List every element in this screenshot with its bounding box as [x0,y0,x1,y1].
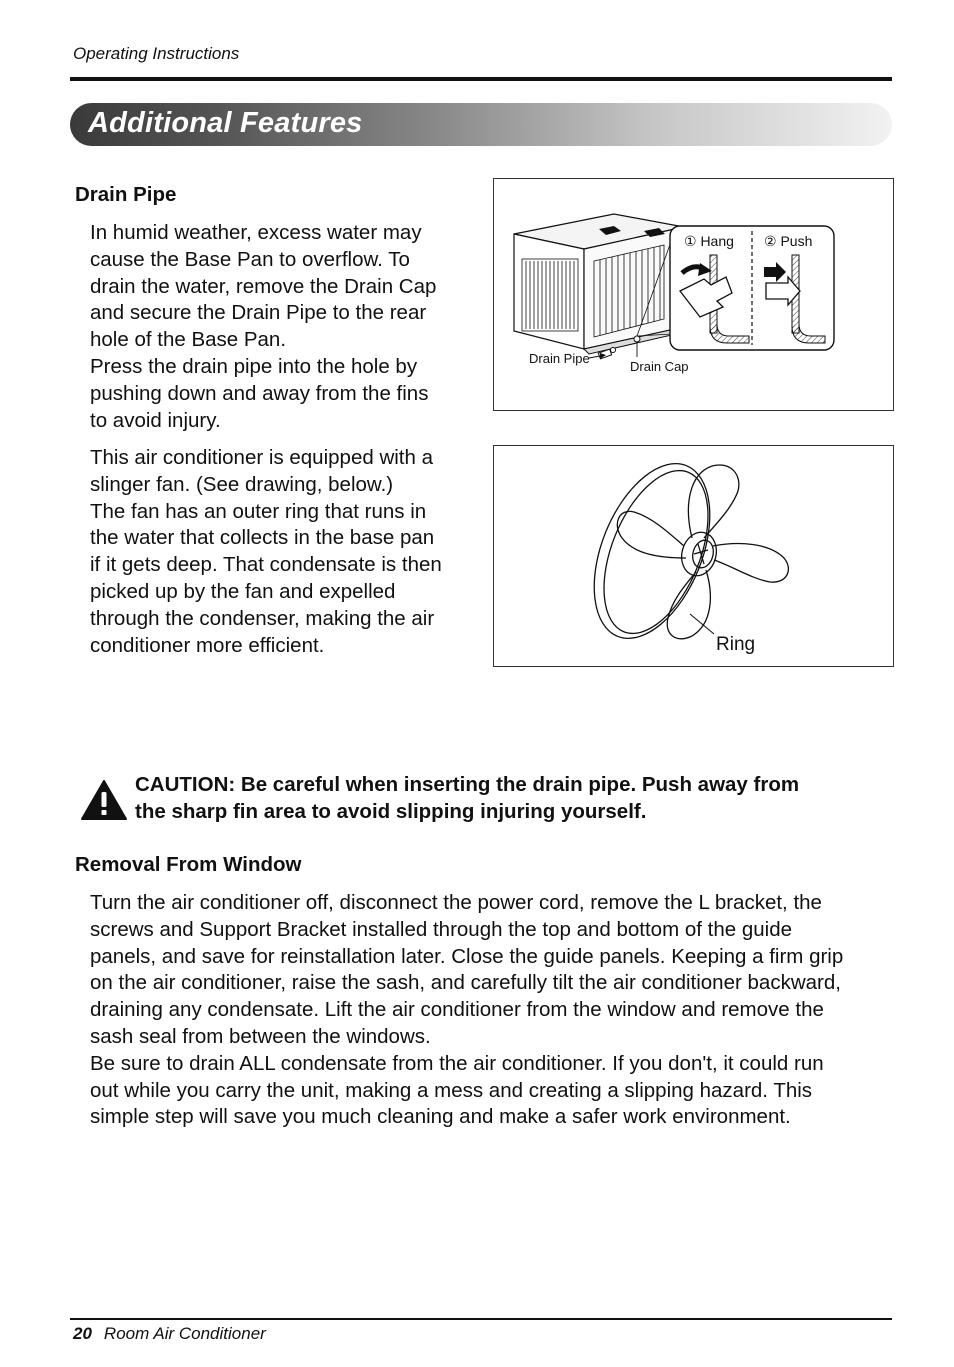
text-line: simple step will save you much cleaning and make a safer work environment. [90,1105,791,1129]
drain-pipe-heading: Drain Pipe [75,183,177,206]
drain-pipe-paragraph-2 [90,445,442,659]
text-line: picked up by the fan and expelled [90,579,396,603]
removal-paragraph [90,890,890,1131]
drain-pipe-label: Drain Pipe [529,351,590,366]
footer-title: Room Air Conditioner [103,1324,266,1343]
hang-label: ① Hang [684,233,734,249]
slinger-fan-figure [493,445,894,667]
text-line: on the air conditioner, raise the sash, and carefully tilt the air conditioner backward, [90,971,841,995]
section-banner [70,103,892,146]
text-line: Turn the air conditioner off, disconnect the power cord, remove the L bracket, the [90,891,822,914]
text-line: conditioner more efficient. [90,633,325,657]
drain-pipe-figure [493,178,894,411]
text-line: out while you carry the unit, making a mess and creating a slipping hazard. This [90,1078,813,1102]
text-line: drain the water, remove the Drain Cap [90,274,437,298]
removal-heading: Removal From Window [75,853,302,876]
bottom-rule [70,1318,892,1320]
section-title: Additional Features [88,107,363,139]
text-line: sash seal from between the windows. [90,1024,431,1048]
text-line: screws and Support Bracket installed through the top and bottom of the guide [90,917,792,941]
text-line: through the condenser, making the air [90,606,435,630]
top-rule [70,77,892,81]
caution-text [135,772,905,826]
text-line: Press the drain pipe into the hole by [90,354,418,378]
text-line: the water that collects in the base pan [90,526,435,550]
drain-pipe-illustration [494,179,893,410]
text-line: The fan has an outer ring that runs in [90,499,427,523]
text-line: hole of the Base Pan. [90,328,287,352]
text-line: draining any condensate. Lift the air conditioner from the window and remove the [90,998,824,1022]
text-line: panels, and save for reinstallation later. Close the guide panels. Keeping a firm grip [90,944,844,968]
drain-pipe-paragraph-1 [90,220,436,434]
text-line: Be sure to drain ALL condensate from the air conditioner. If you don't, it could run [90,1051,824,1075]
push-label: ② Push [764,233,813,249]
page-number: 20 [73,1324,92,1343]
text-line: This air conditioner is equipped with a [90,446,433,469]
footer [73,1324,266,1344]
text-line: if it gets deep. That condensate is then [90,553,442,577]
text-line: and secure the Drain Pipe to the rear [90,301,427,325]
text-line: cause the Base Pan to overflow. To [90,247,410,271]
caution-line: the sharp fin area to avoid slipping injuring yourself. [135,799,647,823]
caution-line: CAUTION: Be careful when inserting the drain pipe. Push away from [135,773,800,796]
text-line: In humid weather, excess water may [90,221,422,244]
warning-triangle-icon [80,779,128,821]
running-head: Operating Instructions [73,44,240,63]
drain-cap-label: Drain Cap [630,359,689,374]
text-line: slinger fan. (See drawing, below.) [90,472,394,496]
text-line: pushing down and away from the fins [90,381,429,405]
slinger-fan-illustration [494,446,893,666]
text-line: to avoid injury. [90,408,221,432]
ring-label: Ring [716,634,756,655]
